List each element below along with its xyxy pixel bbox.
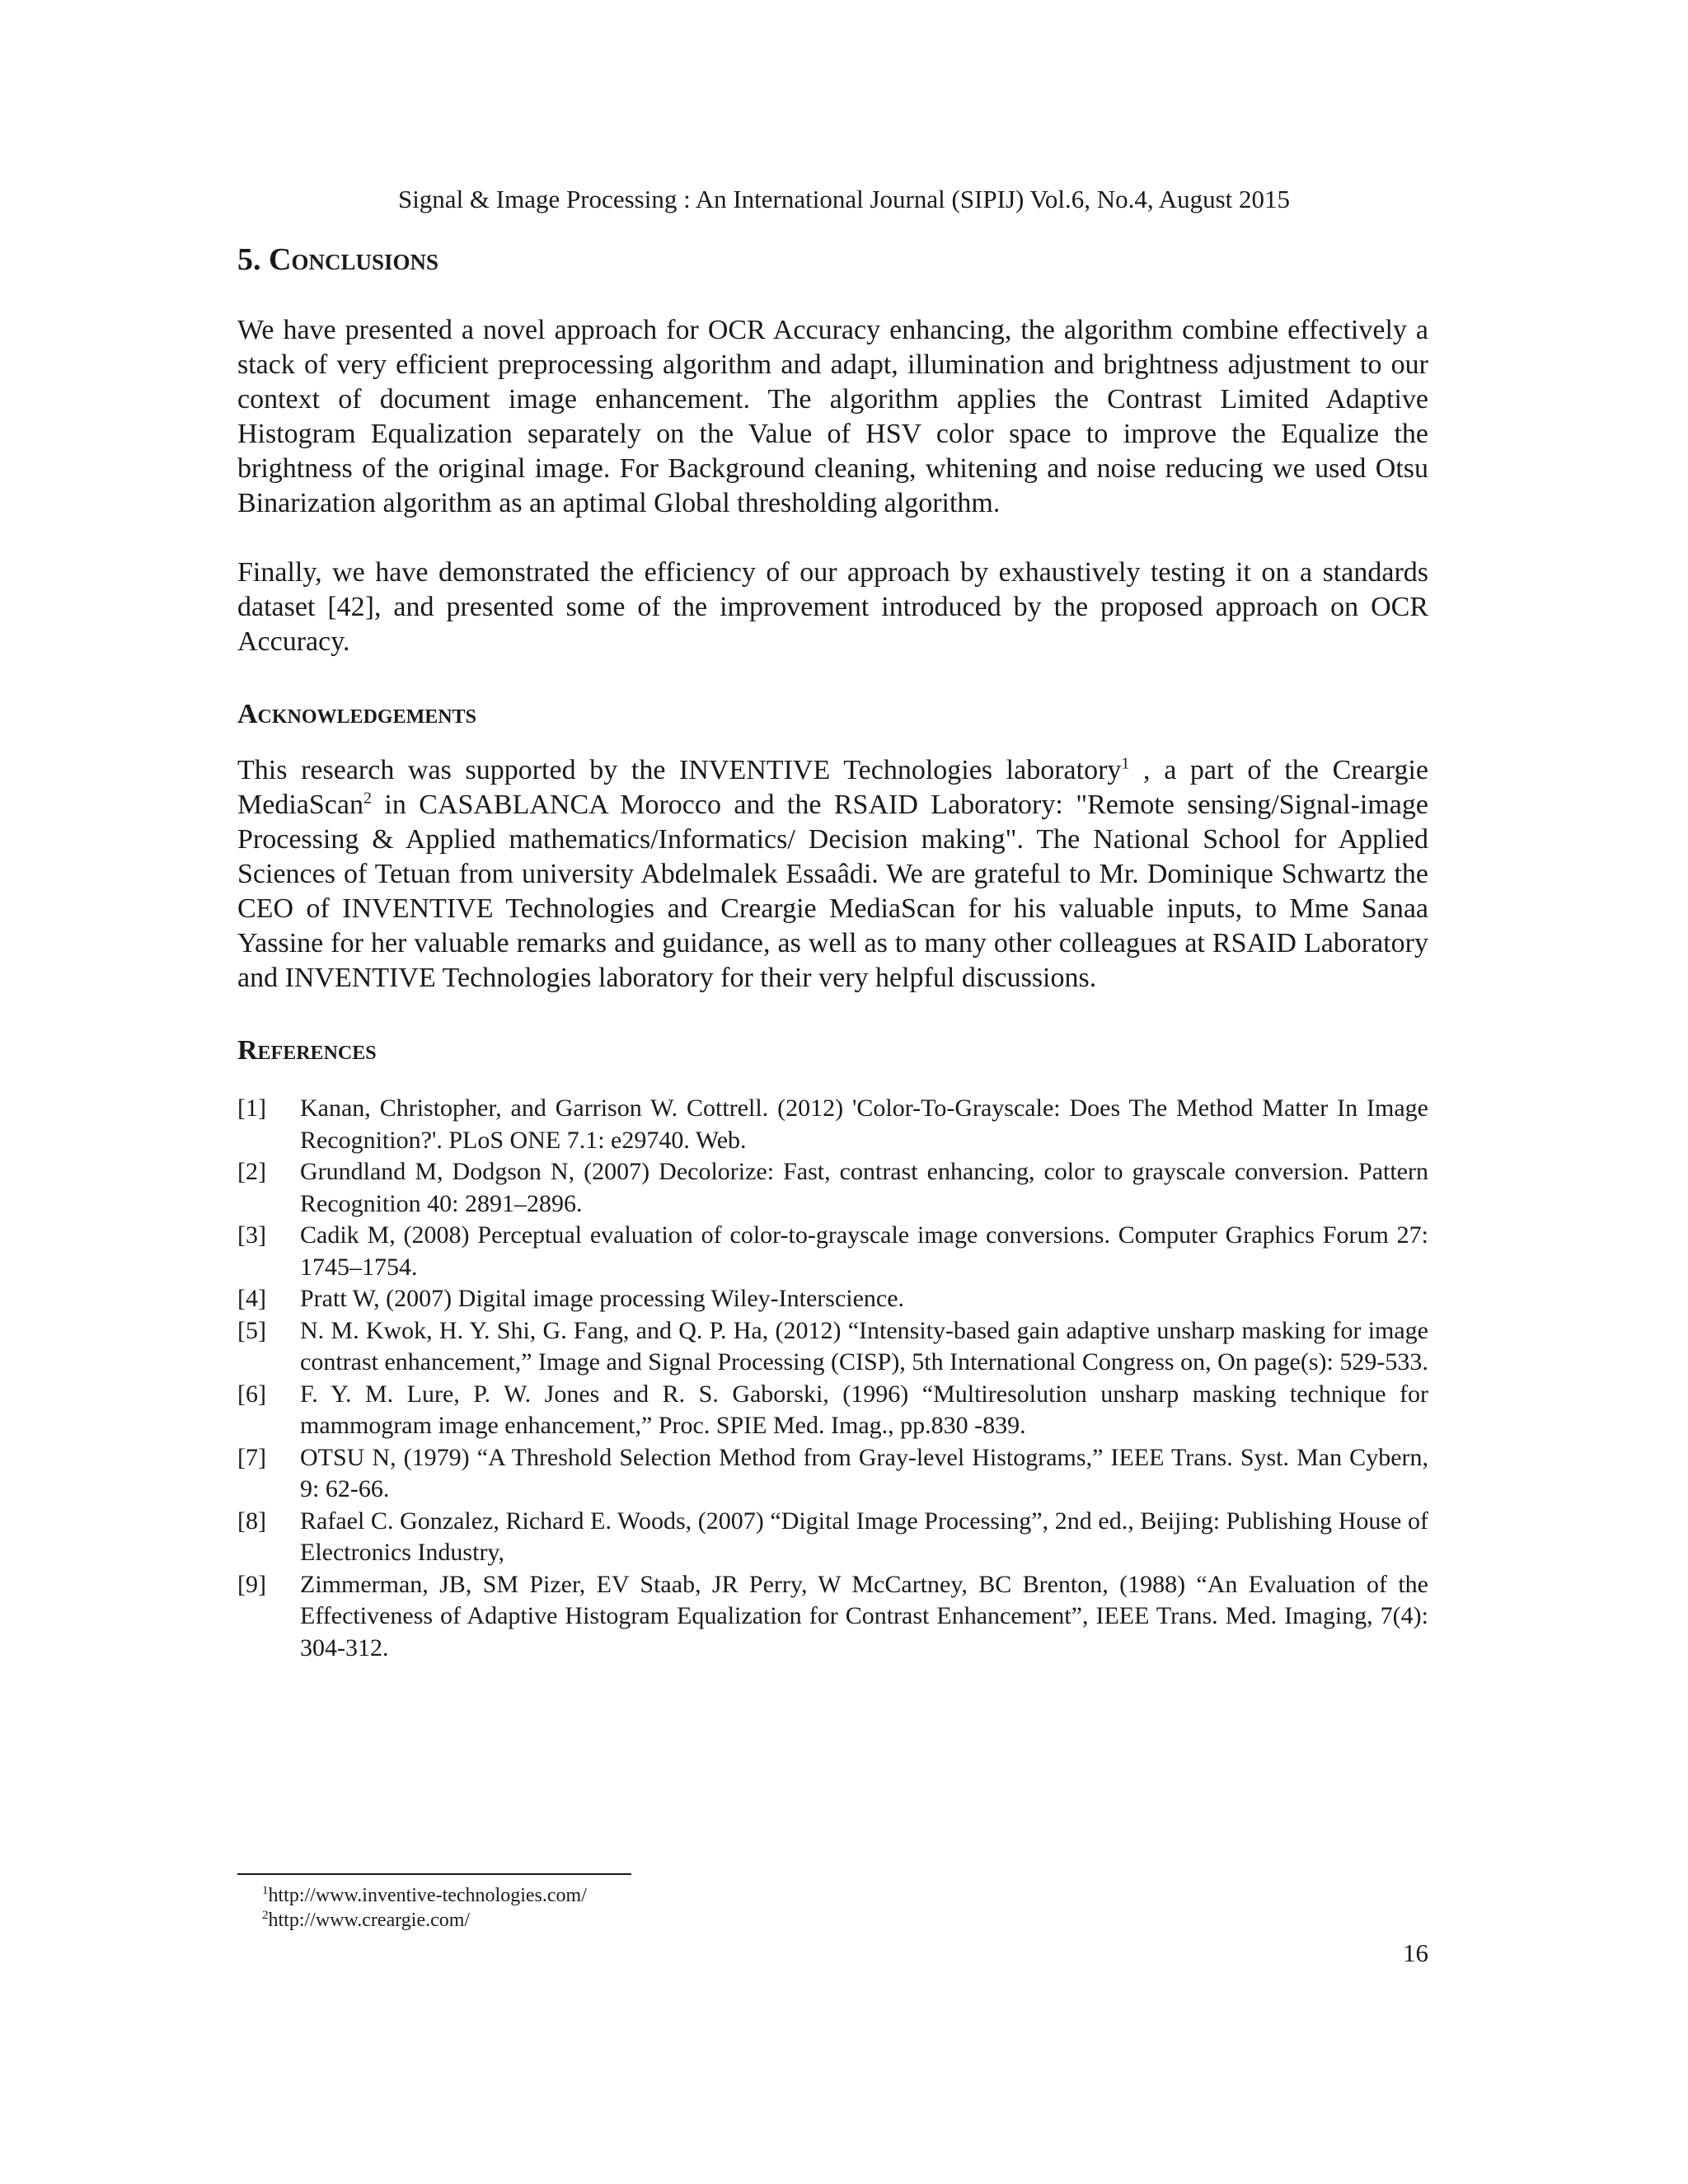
reference-item — [237, 1283, 1428, 1315]
reference-item — [237, 1442, 1428, 1506]
reference-text: N. M. Kwok, H. Y. Shi, G. Fang, and Q. P. Ha, (2012) “Intensity-based gain adaptive unsharp masking for image contrast enhancement,” Image and Signal Processing (CISP), 5th International Congress on, On page(s): 529-533. — [300, 1316, 1428, 1376]
references-title: References — [237, 1035, 377, 1066]
ack-text-part-1: This research was supported by the INVENTIVE Technologies laboratory — [237, 755, 1122, 785]
section-title: Conclusions — [269, 242, 438, 277]
section-number: 5. — [237, 242, 269, 277]
reference-number: [7] — [237, 1443, 266, 1471]
reference-item — [237, 1220, 1428, 1283]
acknowledgements-title: Acknowledgements — [237, 699, 476, 729]
conclusions-paragraph-2: Finally, we have demonstrated the efficiency of our approach by exhaustively testing it on a standards dataset [42], and presented some of the improvement introduced by the proposed approach on OCR Accuracy. — [237, 557, 1428, 657]
reference-text: Pratt W, (2007) Digital image processing Wiley-Interscience. — [300, 1285, 905, 1312]
reference-item — [237, 1379, 1428, 1442]
ack-text-part-2: , a part of the Creargie MediaScan — [237, 755, 1428, 820]
references-heading — [237, 1030, 1428, 1071]
reference-number: [5] — [237, 1316, 266, 1344]
conclusions-paragraph-1: We have presented a novel approach for OCR Accuracy enhancing, the algorithm combine effectively a stack of very efficient preprocessing algorithm and adapt, illumination and brightness adjustment to our context of document image enhancement. The algorithm applies the Contrast Limited Adaptive Histogram Equalization separately on the Value of HSV color space to improve the Equalize the brightness of the original image. For Background cleaning, whitening and noise reducing we used Otsu Binarization algorithm as an aptimal Global thresholding algorithm. — [237, 315, 1428, 518]
footnote-mark: 1 — [262, 1884, 269, 1897]
reference-number: [3] — [237, 1221, 266, 1249]
acknowledgements-heading — [237, 694, 1428, 735]
page-number: 16 — [1403, 1938, 1428, 1967]
conclusions-heading — [237, 236, 1428, 284]
footnote-divider — [237, 1873, 631, 1875]
footnote-link[interactable]: http://www.creargie.com/ — [268, 1910, 471, 1931]
footnote-item — [262, 1883, 587, 1908]
footnote-mark: 2 — [262, 1909, 269, 1922]
reference-text: Rafael C. Gonzalez, Richard E. Woods, (2007) “Digital Image Processing”, 2nd ed., Beijing: Publishing House of Electronics Industry, — [300, 1507, 1428, 1566]
footnote-item — [262, 1908, 587, 1933]
reference-number: [9] — [237, 1570, 266, 1598]
reference-item — [237, 1569, 1428, 1665]
reference-list — [237, 1093, 1428, 1664]
ack-text-part-3: in CASABLANCA Morocco and the RSAID Laboratory: "Remote sensing/Signal-image Processing & Applied mathematics/Informatics/ Decision making". The National School for Applied Sciences of Tetuan from university Abdelmalek Essaâdi. We are grateful to Mr. Dominique Schwartz the CEO of INVENTIVE Technologies and Creargie MediaScan for his valuable inputs, to Mme Sanaa Yassine for her valuable remarks and guidance, as well as to many other colleagues at RSAID Laboratory and INVENTIVE Technologies laboratory for their very helpful discussions. — [237, 790, 1428, 993]
reference-text: Cadik M, (2008) Perceptual evaluation of color-to-grayscale image conversions. Computer Graphics Forum 27: 1745–1754. — [300, 1221, 1428, 1281]
reference-text: Zimmerman, JB, SM Pizer, EV Staab, JR Perry, W McCartney, BC Brenton, (1988) “An Evaluation of the Effectiveness of Adaptive Histogram Equalization for Contrast Enhancement”, IEEE Trans. Med. Imaging, 7(4): 304-312. — [300, 1570, 1428, 1661]
footnote-marker-1: 1 — [1121, 754, 1130, 773]
reference-text: OTSU N, (1979) “A Threshold Selection Method from Gray-level Histograms,” IEEE Trans. Syst. Man Cybern, 9: 62-66. — [300, 1443, 1428, 1502]
reference-text: Kanan, Christopher, and Garrison W. Cottrell. (2012) 'Color-To-Grayscale: Does The Method Matter In Image Recognition?'. PLoS ONE 7.1: e29740. Web. — [300, 1094, 1428, 1154]
reference-item — [237, 1506, 1428, 1569]
reference-number: [8] — [237, 1507, 266, 1535]
footnotes — [262, 1883, 587, 1933]
page-content — [237, 236, 1428, 1664]
reference-number: [4] — [237, 1285, 266, 1312]
reference-item — [237, 1093, 1428, 1156]
reference-number: [1] — [237, 1094, 266, 1122]
reference-text: F. Y. M. Lure, P. W. Jones and R. S. Gaborski, (1996) “Multiresolution unsharp masking technique for mammogram image enhancement,” Proc. SPIE Med. Imag., pp.830 -839. — [300, 1380, 1428, 1439]
reference-number: [6] — [237, 1380, 266, 1408]
reference-text: Grundland M, Dodgson N, (2007) Decolorize: Fast, contrast enhancing, color to grayscale conversion. Pattern Recognition 40: 2891–2896. — [300, 1158, 1428, 1217]
footnote-link[interactable]: http://www.inventive-technologies.com/ — [268, 1885, 587, 1906]
running-header: Signal & Image Processing : An International Journal (SIPIJ) Vol.6, No.4, August 2015 — [397, 185, 1291, 213]
footnote-marker-2: 2 — [363, 789, 372, 808]
reference-item — [237, 1156, 1428, 1220]
acknowledgements-paragraph — [237, 753, 1428, 996]
reference-number: [2] — [237, 1158, 266, 1185]
reference-item — [237, 1315, 1428, 1379]
